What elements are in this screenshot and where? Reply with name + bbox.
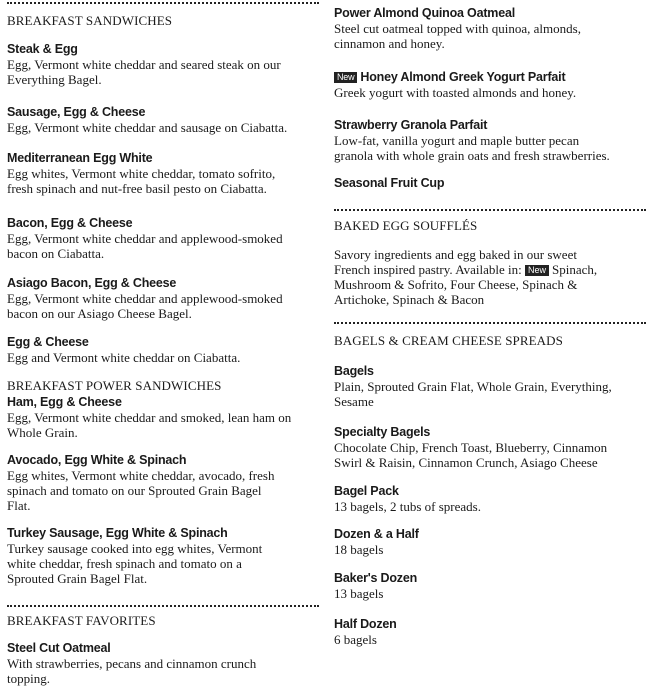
menu-item-power-almond-quinoa-oatmeal bbox=[334, 6, 646, 51]
menu-item-mediterranean-egg-white bbox=[7, 151, 319, 196]
menu-item-bakers-dozen bbox=[334, 571, 646, 601]
menu-item-specialty-bagels bbox=[334, 425, 646, 470]
item-desc-line: Egg whites, Vermont white cheddar, avocado, fresh bbox=[7, 468, 275, 483]
section-heading-power-sandwiches: BREAKFAST POWER SANDWICHES bbox=[7, 378, 222, 393]
item-desc-line: 13 bagels, 2 tubs of spreads. bbox=[334, 499, 481, 514]
item-name: Bagels bbox=[334, 364, 374, 378]
item-desc-line: Everything Bagel. bbox=[7, 72, 102, 87]
item-name: Bacon, Egg & Cheese bbox=[7, 216, 133, 230]
item-name: Dozen & a Half bbox=[334, 527, 419, 541]
item-desc-line: Steel cut oatmeal topped with quinoa, almonds, bbox=[334, 21, 581, 36]
item-desc-line: Egg whites, Vermont white cheddar, tomato sofrito, bbox=[7, 166, 276, 181]
item-name: Avocado, Egg White & Spinach bbox=[7, 453, 187, 467]
menu-item-avocado-egg-white-spinach bbox=[7, 453, 319, 513]
item-desc-line: Swirl & Raisin, Cinnamon Crunch, Asiago Cheese bbox=[334, 455, 598, 470]
item-desc-line: With strawberries, pecans and cinnamon crunch bbox=[7, 656, 257, 671]
section-heading-breakfast-sandwiches: BREAKFAST SANDWICHES bbox=[7, 13, 173, 28]
section-divider bbox=[334, 209, 646, 211]
menu-item-sausage-egg-cheese bbox=[7, 105, 319, 135]
item-desc-line: Chocolate Chip, French Toast, Blueberry, Cinnamon bbox=[334, 440, 608, 455]
section-heading-breakfast-favorites: BREAKFAST FAVORITES bbox=[7, 613, 156, 628]
item-name-text: Honey Almond Greek Yogurt Parfait bbox=[360, 70, 566, 84]
item-desc-line: fresh spinach and nut-free basil pesto on Ciabatta. bbox=[7, 181, 267, 196]
item-name: Egg & Cheese bbox=[7, 335, 89, 349]
item-desc-line: Plain, Sprouted Grain Flat, Whole Grain, Everything, bbox=[334, 379, 612, 394]
item-name: Steak & Egg bbox=[7, 42, 78, 56]
item-name: Mediterranean Egg White bbox=[7, 151, 153, 165]
item-desc-line: Turkey sausage cooked into egg whites, Vermont bbox=[7, 541, 263, 556]
menu-item-turkey-sausage-egg-white-spinach bbox=[7, 526, 319, 586]
menu-item-steak-egg bbox=[7, 42, 319, 87]
item-name bbox=[334, 70, 646, 85]
item-name: Ham, Egg & Cheese bbox=[7, 395, 122, 409]
item-desc-line: Egg, Vermont white cheddar and seared steak on our bbox=[7, 57, 281, 72]
item-desc-line: topping. bbox=[7, 671, 50, 686]
item-desc-line: Egg, Vermont white cheddar and applewood-smoked bbox=[7, 231, 283, 246]
item-name: Half Dozen bbox=[334, 617, 397, 631]
item-desc-line: Egg and Vermont white cheddar on Ciabatta. bbox=[7, 350, 241, 365]
item-desc-line: Sesame bbox=[334, 394, 374, 409]
menu-item-bacon-egg-cheese bbox=[7, 216, 319, 261]
souffles-desc-line: Savory ingredients and egg baked in our sweet bbox=[334, 247, 577, 262]
section-divider bbox=[7, 2, 319, 4]
souffles-desc-line: Mushroom & Sofrito, Four Cheese, Spinach & bbox=[334, 277, 578, 292]
souffles-desc-line bbox=[334, 262, 646, 277]
menu-item-strawberry-granola-parfait bbox=[334, 118, 646, 163]
item-name: Seasonal Fruit Cup bbox=[334, 176, 445, 190]
souffles-flavor-spinach: Spinach, bbox=[552, 262, 598, 277]
item-desc-line: Egg, Vermont white cheddar and applewood-smoked bbox=[7, 291, 283, 306]
menu-item-bagels bbox=[334, 364, 646, 409]
menu-item-egg-cheese bbox=[7, 335, 319, 365]
new-badge: New bbox=[334, 72, 357, 83]
menu-item-steel-cut-oatmeal bbox=[7, 641, 319, 686]
item-name: Asiago Bacon, Egg & Cheese bbox=[7, 276, 177, 290]
menu-item-seasonal-fruit-cup bbox=[334, 176, 646, 191]
menu-item-asiago-bacon-egg-cheese bbox=[7, 276, 319, 321]
item-desc-line: Low-fat, vanilla yogurt and maple butter pecan bbox=[334, 133, 580, 148]
item-desc-line: Sprouted Grain Bagel Flat. bbox=[7, 571, 148, 586]
section-divider bbox=[7, 605, 319, 607]
souffles-desc-line: Artichoke, Spinach & Bacon bbox=[334, 292, 485, 307]
souffles-available-text: French inspired pastry. Available in: bbox=[334, 262, 522, 277]
menu-item-honey-almond-greek-yogurt-parfait bbox=[334, 70, 646, 100]
item-desc-line: 18 bagels bbox=[334, 542, 384, 557]
item-desc-line: Whole Grain. bbox=[7, 425, 78, 440]
item-name: Specialty Bagels bbox=[334, 425, 431, 439]
item-desc-line: white cheddar, fresh spinach and tomato on a bbox=[7, 556, 242, 571]
item-desc-line: Egg, Vermont white cheddar and smoked, lean ham on bbox=[7, 410, 292, 425]
item-name: Strawberry Granola Parfait bbox=[334, 118, 488, 132]
souffles-description bbox=[334, 247, 646, 307]
section-divider bbox=[334, 322, 646, 324]
menu-item-ham-egg-cheese bbox=[7, 395, 319, 440]
item-desc-line: 6 bagels bbox=[334, 632, 377, 647]
menu-item-dozen-and-a-half bbox=[334, 527, 646, 557]
menu-item-half-dozen bbox=[334, 617, 646, 647]
item-name: Turkey Sausage, Egg White & Spinach bbox=[7, 526, 228, 540]
item-desc-line: bacon on our Asiago Cheese Bagel. bbox=[7, 306, 192, 321]
section-heading-bagels-spreads: BAGELS & CREAM CHEESE SPREADS bbox=[334, 333, 563, 348]
item-desc-line: granola with whole grain oats and fresh strawberries. bbox=[334, 148, 610, 163]
item-name: Sausage, Egg & Cheese bbox=[7, 105, 146, 119]
menu-item-bagel-pack bbox=[334, 484, 646, 514]
item-desc-line: Flat. bbox=[7, 498, 31, 513]
item-desc-line: cinnamon and honey. bbox=[334, 36, 445, 51]
item-name: Baker's Dozen bbox=[334, 571, 418, 585]
item-name: Power Almond Quinoa Oatmeal bbox=[334, 6, 515, 20]
new-badge: New bbox=[525, 265, 549, 276]
item-desc-line: Greek yogurt with toasted almonds and honey. bbox=[334, 85, 577, 100]
section-heading-baked-egg-souffles: BAKED EGG SOUFFLÉS bbox=[334, 218, 478, 233]
item-desc-line: bacon on Ciabatta. bbox=[7, 246, 105, 261]
item-name: Steel Cut Oatmeal bbox=[7, 641, 111, 655]
item-desc-line: 13 bagels bbox=[334, 586, 384, 601]
item-desc-line: Egg, Vermont white cheddar and sausage on Ciabatta. bbox=[7, 120, 288, 135]
item-name: Bagel Pack bbox=[334, 484, 399, 498]
item-desc-line: spinach and tomato on our Sprouted Grain Bagel bbox=[7, 483, 262, 498]
